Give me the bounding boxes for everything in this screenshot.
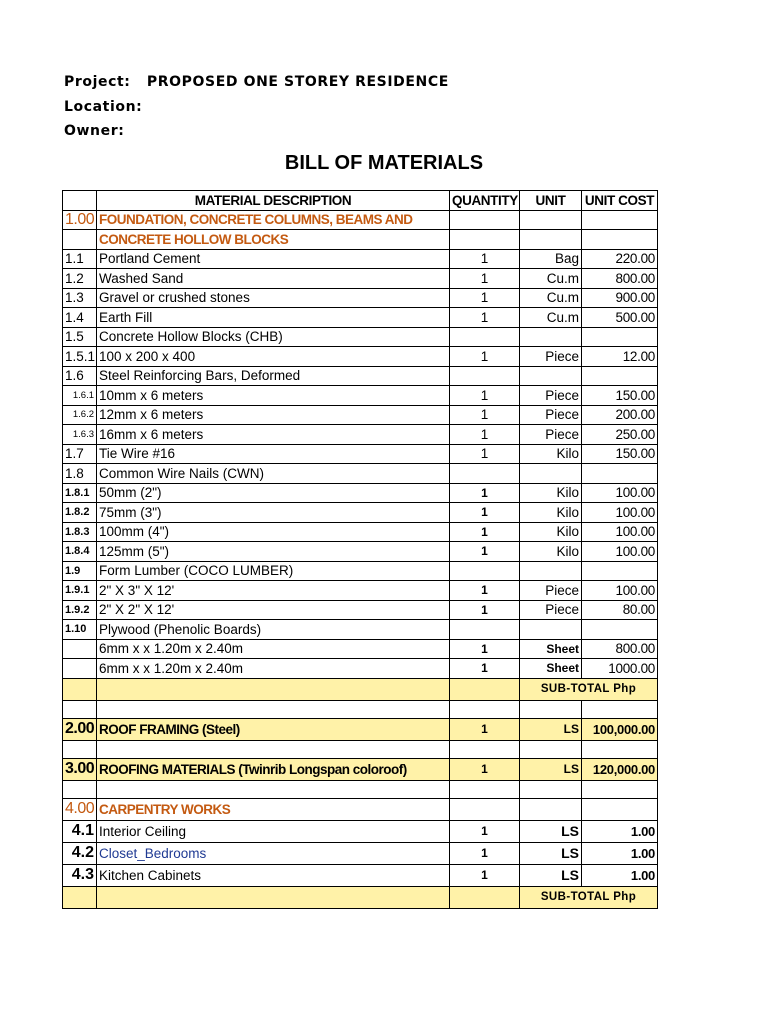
blank-row xyxy=(63,700,658,718)
item-quantity: 1 xyxy=(450,347,520,367)
item-unit: Sheet xyxy=(520,639,582,659)
section-title: ROOF FRAMING (Steel) xyxy=(97,718,450,740)
table-row xyxy=(63,288,658,308)
item-number: 1.7 xyxy=(63,444,97,464)
item-quantity: 1 xyxy=(450,503,520,523)
item-unit: Kilo xyxy=(520,483,582,503)
item-quantity: 1 xyxy=(450,269,520,289)
item-number: 1.1 xyxy=(63,249,97,269)
item-number: 4.3 xyxy=(63,864,97,886)
table-row xyxy=(63,842,658,864)
item-description: Closet_Bedrooms xyxy=(97,842,450,864)
item-number: 1.6 xyxy=(63,366,97,386)
item-description: 100 x 200 x 400 xyxy=(97,347,450,367)
item-number: 1.2 xyxy=(63,269,97,289)
item-unit-cost: 220.00 xyxy=(582,249,658,269)
item-quantity: 1 xyxy=(450,864,520,886)
project-value: PROPOSED ONE STOREY RESIDENCE xyxy=(146,74,449,90)
item-description: Washed Sand xyxy=(97,269,450,289)
table-row xyxy=(63,464,658,484)
table-row xyxy=(63,561,658,581)
item-unit: Cu.m xyxy=(520,269,582,289)
item-unit: Cu.m xyxy=(520,308,582,328)
item-description: 12mm x 6 meters xyxy=(97,405,450,425)
subtotal-label: SUB-TOTAL Php xyxy=(520,886,658,908)
item-description: Tie Wire #16 xyxy=(97,444,450,464)
item-quantity: 1 xyxy=(450,444,520,464)
item-number: 4.2 xyxy=(63,842,97,864)
section-row-2 xyxy=(63,718,658,740)
item-description: Portland Cement xyxy=(97,249,450,269)
header-description: MATERIAL DESCRIPTION xyxy=(97,191,450,211)
item-unit: LS xyxy=(520,842,582,864)
item-number: 1.8.3 xyxy=(63,522,97,542)
item-unit-cost: 100,000.00 xyxy=(582,718,658,740)
table-row xyxy=(63,444,658,464)
table-row xyxy=(63,269,658,289)
item-unit-cost: 150.00 xyxy=(582,444,658,464)
project-label: Project: xyxy=(64,74,131,90)
section-title-cont: CONCRETE HOLLOW BLOCKS xyxy=(97,230,450,250)
item-unit-cost: 150.00 xyxy=(582,386,658,406)
table-row xyxy=(63,659,658,679)
project-line xyxy=(64,70,449,95)
item-unit: Piece xyxy=(520,581,582,601)
item-description: 50mm (2") xyxy=(97,483,450,503)
item-unit-cost: 250.00 xyxy=(582,425,658,445)
item-number: 1.5 xyxy=(63,327,97,347)
item-unit-cost: 100.00 xyxy=(582,542,658,562)
table-row xyxy=(63,864,658,886)
section-row-1-cont xyxy=(63,230,658,250)
table-row xyxy=(63,483,658,503)
table-row xyxy=(63,327,658,347)
item-quantity: 1 xyxy=(450,600,520,620)
item-description: Kitchen Cabinets xyxy=(97,864,450,886)
table-row xyxy=(63,600,658,620)
item-quantity: 1 xyxy=(450,581,520,601)
item-unit: LS xyxy=(520,718,582,740)
table-row xyxy=(63,425,658,445)
item-unit-cost: 800.00 xyxy=(582,269,658,289)
item-number: 1.6.2 xyxy=(63,405,97,425)
item-description: Steel Reinforcing Bars, Deformed xyxy=(97,366,450,386)
table-row xyxy=(63,249,658,269)
item-unit-cost: 80.00 xyxy=(582,600,658,620)
item-description: 75mm (3") xyxy=(97,503,450,523)
item-description: Common Wire Nails (CWN) xyxy=(97,464,450,484)
item-unit-cost: 12.00 xyxy=(582,347,658,367)
item-unit: Kilo xyxy=(520,522,582,542)
section-title: CARPENTRY WORKS xyxy=(97,798,450,820)
item-unit-cost: 800.00 xyxy=(582,639,658,659)
item-description: Gravel or crushed stones xyxy=(97,288,450,308)
item-description: 2" X 3" X 12' xyxy=(97,581,450,601)
section-title: ROOFING MATERIALS (Twinrib Longspan coloroof) xyxy=(97,758,450,780)
item-unit-cost: 1.00 xyxy=(582,842,658,864)
item-description: Plywood (Phenolic Boards) xyxy=(97,620,450,640)
item-unit-cost: 900.00 xyxy=(582,288,658,308)
item-unit: Piece xyxy=(520,386,582,406)
table-header-row xyxy=(63,191,658,211)
table-row xyxy=(63,386,658,406)
item-number: 1.9 xyxy=(63,561,97,581)
item-unit-cost: 1000.00 xyxy=(582,659,658,679)
table-row xyxy=(63,542,658,562)
item-unit: Cu.m xyxy=(520,288,582,308)
blank-row xyxy=(63,740,658,758)
item-quantity: 1 xyxy=(450,405,520,425)
item-number: 1.5.1 xyxy=(63,347,97,367)
section-number: 1.00 xyxy=(63,210,97,230)
owner-label: Owner: xyxy=(64,123,125,139)
item-unit-cost: 100.00 xyxy=(582,581,658,601)
item-number: 1.8.1 xyxy=(63,483,97,503)
item-description: 6mm x x 1.20m x 2.40m xyxy=(97,639,450,659)
item-unit-cost: 100.00 xyxy=(582,503,658,523)
item-number: 1.6.1 xyxy=(63,386,97,406)
page-title: BILL OF MATERIALS xyxy=(284,152,484,174)
subtotal-label: SUB-TOTAL Php xyxy=(520,678,658,700)
item-quantity: 1 xyxy=(450,758,520,780)
item-quantity: 1 xyxy=(450,718,520,740)
item-number: 1.9.2 xyxy=(63,600,97,620)
item-unit-cost: 500.00 xyxy=(582,308,658,328)
item-unit: Kilo xyxy=(520,503,582,523)
item-unit: LS xyxy=(520,820,582,842)
item-description: Earth Fill xyxy=(97,308,450,328)
item-unit: Kilo xyxy=(520,542,582,562)
item-unit: Piece xyxy=(520,425,582,445)
item-number: 1.3 xyxy=(63,288,97,308)
section-row-3 xyxy=(63,758,658,780)
header-cell-num xyxy=(63,191,97,211)
item-description: 16mm x 6 meters xyxy=(97,425,450,445)
table-row xyxy=(63,639,658,659)
subtotal-row-2 xyxy=(63,886,658,908)
item-unit-cost: 1.00 xyxy=(582,820,658,842)
item-quantity: 1 xyxy=(450,425,520,445)
item-description: 6mm x x 1.20m x 2.40m xyxy=(97,659,450,679)
section-number: 2.00 xyxy=(63,718,97,740)
item-quantity: 1 xyxy=(450,249,520,269)
item-unit: LS xyxy=(520,758,582,780)
item-description: 2" X 2" X 12' xyxy=(97,600,450,620)
table-row xyxy=(63,405,658,425)
item-unit-cost: 100.00 xyxy=(582,522,658,542)
item-unit-cost: 200.00 xyxy=(582,405,658,425)
item-unit: Kilo xyxy=(520,444,582,464)
item-number: 1.8.2 xyxy=(63,503,97,523)
item-quantity: 1 xyxy=(450,820,520,842)
item-unit: Sheet xyxy=(520,659,582,679)
subtotal-row-1 xyxy=(63,678,658,700)
table-row xyxy=(63,820,658,842)
table-row xyxy=(63,620,658,640)
table-row xyxy=(63,581,658,601)
item-quantity: 1 xyxy=(450,842,520,864)
item-quantity: 1 xyxy=(450,659,520,679)
item-number: 1.8 xyxy=(63,464,97,484)
table-row xyxy=(63,347,658,367)
table-row xyxy=(63,522,658,542)
item-unit-cost: 120,000.00 xyxy=(582,758,658,780)
item-unit: Piece xyxy=(520,405,582,425)
item-quantity: 1 xyxy=(450,288,520,308)
item-unit-cost: 1.00 xyxy=(582,864,658,886)
item-quantity: 1 xyxy=(450,386,520,406)
location-label: Location: xyxy=(64,98,143,115)
item-number: 1.9.1 xyxy=(63,581,97,601)
item-description: Form Lumber (COCO LUMBER) xyxy=(97,561,450,581)
project-header xyxy=(64,70,449,144)
item-description: 125mm (5") xyxy=(97,542,450,562)
table-row xyxy=(63,503,658,523)
item-unit: LS xyxy=(520,864,582,886)
item-number: 1.4 xyxy=(63,308,97,328)
table-row xyxy=(63,308,658,328)
item-unit: Bag xyxy=(520,249,582,269)
blank-row xyxy=(63,780,658,798)
item-number: 1.10 xyxy=(63,620,97,640)
item-quantity: 1 xyxy=(450,483,520,503)
item-description: Interior Ceiling xyxy=(97,820,450,842)
item-quantity: 1 xyxy=(450,639,520,659)
item-number: 1.8.4 xyxy=(63,542,97,562)
item-description: 10mm x 6 meters xyxy=(97,386,450,406)
section-title: FOUNDATION, CONCRETE COLUMNS, BEAMS AND xyxy=(97,210,450,230)
materials-table xyxy=(62,190,658,909)
item-quantity: 1 xyxy=(450,542,520,562)
header-unit: UNIT xyxy=(520,191,582,211)
item-unit: Piece xyxy=(520,600,582,620)
header-unit-cost: UNIT COST xyxy=(582,191,658,211)
item-quantity: 1 xyxy=(450,522,520,542)
item-unit: Piece xyxy=(520,347,582,367)
item-quantity: 1 xyxy=(450,308,520,328)
section-number: 3.00 xyxy=(63,758,97,780)
item-description: Concrete Hollow Blocks (CHB) xyxy=(97,327,450,347)
item-number: 4.1 xyxy=(63,820,97,842)
header-quantity: QUANTITY xyxy=(450,191,520,211)
section-row-1 xyxy=(63,210,658,230)
section-row-4 xyxy=(63,798,658,820)
item-unit-cost: 100.00 xyxy=(582,483,658,503)
table-row xyxy=(63,366,658,386)
section-number: 4.00 xyxy=(63,798,97,820)
item-description: 100mm (4") xyxy=(97,522,450,542)
item-number: 1.6.3 xyxy=(63,425,97,445)
